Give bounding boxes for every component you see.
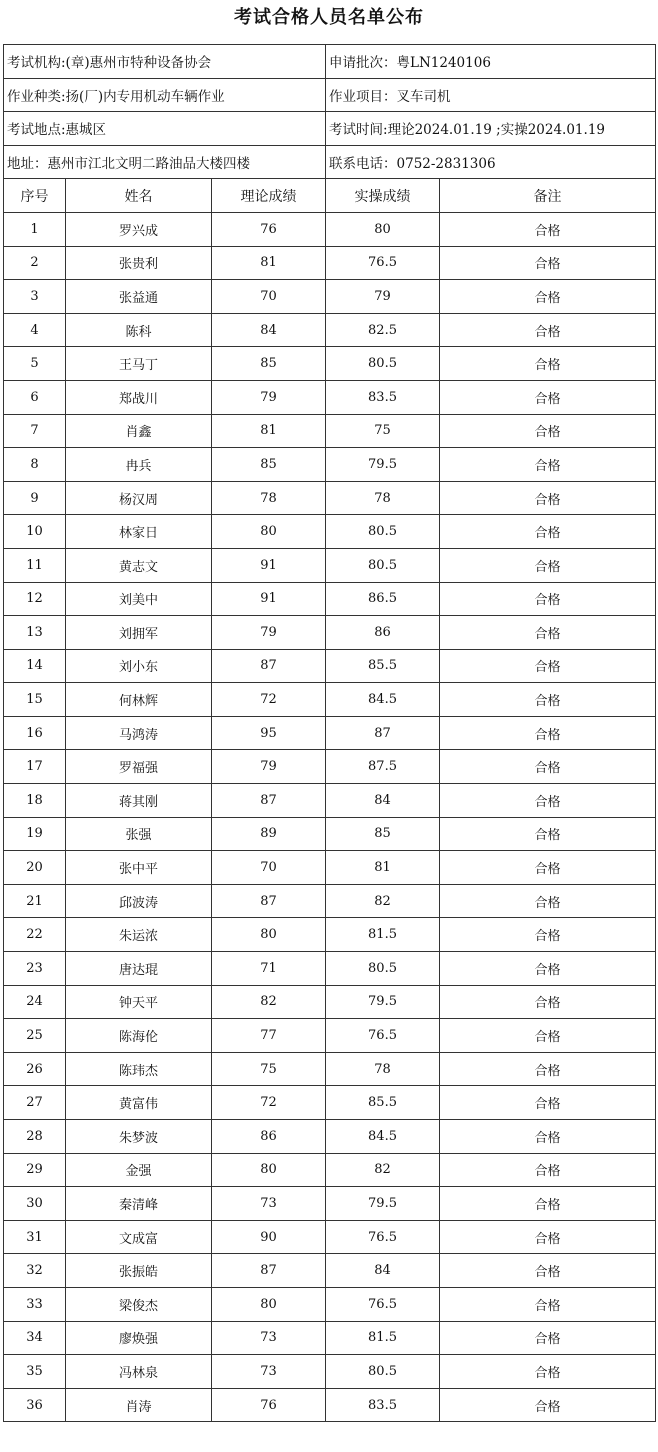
table-row	[4, 985, 656, 1019]
cell-practice: 80.5	[326, 548, 440, 582]
table-row	[4, 918, 656, 952]
cell-seq: 26	[4, 1052, 66, 1086]
cell-theory: 79	[212, 750, 326, 784]
cell-name: 马鸿涛	[66, 716, 212, 750]
cell-name: 何林辉	[66, 683, 212, 717]
cell-remark: 合格	[440, 683, 656, 717]
work-category: 作业种类:扬(厂)内专用机动车辆作业	[4, 78, 326, 112]
cell-practice: 76.5	[326, 1287, 440, 1321]
cell-theory: 85	[212, 347, 326, 381]
cell-theory: 90	[212, 1220, 326, 1254]
cell-seq: 36	[4, 1388, 66, 1422]
cell-practice: 85	[326, 817, 440, 851]
cell-practice: 86.5	[326, 582, 440, 616]
cell-theory: 75	[212, 1052, 326, 1086]
cell-practice: 80.5	[326, 515, 440, 549]
cell-theory: 80	[212, 918, 326, 952]
cell-practice: 81	[326, 851, 440, 885]
cell-seq: 1	[4, 212, 66, 246]
table-row	[4, 582, 656, 616]
cell-theory: 72	[212, 1086, 326, 1120]
table-row	[4, 1120, 656, 1154]
results-table	[3, 44, 656, 1422]
table-row	[4, 750, 656, 784]
cell-remark: 合格	[440, 246, 656, 280]
cell-theory: 80	[212, 515, 326, 549]
cell-name: 张贵利	[66, 246, 212, 280]
table-row	[4, 414, 656, 448]
cell-seq: 18	[4, 784, 66, 818]
cell-name: 罗兴成	[66, 212, 212, 246]
work-item: 作业项目：叉车司机	[326, 78, 656, 112]
cell-name: 林家日	[66, 515, 212, 549]
cell-theory: 76	[212, 212, 326, 246]
cell-seq: 6	[4, 380, 66, 414]
cell-practice: 82	[326, 1153, 440, 1187]
cell-theory: 87	[212, 784, 326, 818]
cell-theory: 73	[212, 1187, 326, 1221]
cell-theory: 80	[212, 1153, 326, 1187]
cell-practice: 80.5	[326, 1355, 440, 1389]
cell-theory: 85	[212, 448, 326, 482]
table-row	[4, 851, 656, 885]
cell-seq: 5	[4, 347, 66, 381]
table-row	[4, 649, 656, 683]
cell-seq: 19	[4, 817, 66, 851]
cell-theory: 89	[212, 817, 326, 851]
cell-remark: 合格	[440, 448, 656, 482]
cell-practice: 85.5	[326, 1086, 440, 1120]
address: 地址：惠州市江北文明二路油品大楼四楼	[4, 145, 326, 179]
cell-remark: 合格	[440, 414, 656, 448]
cell-seq: 15	[4, 683, 66, 717]
cell-theory: 79	[212, 380, 326, 414]
exam-time: 考试时间:理论2024.01.19 ;实操2024.01.19	[326, 112, 656, 146]
cell-theory: 80	[212, 1287, 326, 1321]
cell-remark: 合格	[440, 918, 656, 952]
table-row	[4, 1287, 656, 1321]
table-row	[4, 1086, 656, 1120]
cell-remark: 合格	[440, 1187, 656, 1221]
cell-remark: 合格	[440, 817, 656, 851]
cell-practice: 84	[326, 784, 440, 818]
table-row	[4, 380, 656, 414]
cell-name: 秦清峰	[66, 1187, 212, 1221]
table-row	[4, 683, 656, 717]
cell-remark: 合格	[440, 548, 656, 582]
cell-name: 刘小东	[66, 649, 212, 683]
cell-remark: 合格	[440, 582, 656, 616]
cell-remark: 合格	[440, 313, 656, 347]
results-table-body	[4, 45, 656, 1422]
contact-phone: 联系电话：0752-2831306	[326, 145, 656, 179]
cell-remark: 合格	[440, 1153, 656, 1187]
cell-practice: 79	[326, 280, 440, 314]
cell-practice: 87	[326, 716, 440, 750]
cell-remark: 合格	[440, 481, 656, 515]
table-row	[4, 1153, 656, 1187]
cell-theory: 81	[212, 246, 326, 280]
cell-remark: 合格	[440, 280, 656, 314]
cell-name: 金强	[66, 1153, 212, 1187]
cell-practice: 80.5	[326, 952, 440, 986]
cell-theory: 84	[212, 313, 326, 347]
cell-seq: 11	[4, 548, 66, 582]
cell-seq: 2	[4, 246, 66, 280]
cell-practice: 84.5	[326, 1120, 440, 1154]
cell-name: 张中平	[66, 851, 212, 885]
cell-seq: 9	[4, 481, 66, 515]
table-row	[4, 246, 656, 280]
table-row	[4, 784, 656, 818]
cell-practice: 79.5	[326, 1187, 440, 1221]
table-row	[4, 817, 656, 851]
cell-theory: 95	[212, 716, 326, 750]
cell-seq: 27	[4, 1086, 66, 1120]
cell-theory: 71	[212, 952, 326, 986]
cell-practice: 78	[326, 1052, 440, 1086]
cell-remark: 合格	[440, 784, 656, 818]
cell-name: 张强	[66, 817, 212, 851]
cell-remark: 合格	[440, 884, 656, 918]
cell-practice: 83.5	[326, 380, 440, 414]
cell-seq: 29	[4, 1153, 66, 1187]
header-row	[4, 179, 656, 213]
table-row	[4, 884, 656, 918]
cell-seq: 8	[4, 448, 66, 482]
cell-name: 邱波涛	[66, 884, 212, 918]
table-row	[4, 1321, 656, 1355]
cell-seq: 35	[4, 1355, 66, 1389]
cell-remark: 合格	[440, 952, 656, 986]
cell-theory: 87	[212, 1254, 326, 1288]
cell-seq: 21	[4, 884, 66, 918]
cell-remark: 合格	[440, 1287, 656, 1321]
cell-name: 文成富	[66, 1220, 212, 1254]
cell-name: 王马丁	[66, 347, 212, 381]
cell-remark: 合格	[440, 212, 656, 246]
cell-name: 杨汉周	[66, 481, 212, 515]
cell-name: 唐达琨	[66, 952, 212, 986]
cell-theory: 87	[212, 649, 326, 683]
cell-remark: 合格	[440, 1355, 656, 1389]
cell-seq: 14	[4, 649, 66, 683]
cell-name: 陈海伦	[66, 1019, 212, 1053]
cell-remark: 合格	[440, 1052, 656, 1086]
cell-practice: 82.5	[326, 313, 440, 347]
cell-seq: 10	[4, 515, 66, 549]
table-row	[4, 716, 656, 750]
cell-seq: 34	[4, 1321, 66, 1355]
table-row	[4, 1388, 656, 1422]
cell-seq: 24	[4, 985, 66, 1019]
cell-name: 郑战川	[66, 380, 212, 414]
exam-org: 考试机构:(章)惠州市特种设备协会	[4, 45, 326, 79]
cell-practice: 84.5	[326, 683, 440, 717]
cell-name: 廖焕强	[66, 1321, 212, 1355]
table-row	[4, 212, 656, 246]
cell-remark: 合格	[440, 347, 656, 381]
cell-practice: 85.5	[326, 649, 440, 683]
cell-remark: 合格	[440, 851, 656, 885]
exam-location: 考试地点:惠城区	[4, 112, 326, 146]
cell-name: 梁俊杰	[66, 1287, 212, 1321]
table-row	[4, 515, 656, 549]
cell-seq: 12	[4, 582, 66, 616]
cell-practice: 82	[326, 884, 440, 918]
cell-name: 罗福强	[66, 750, 212, 784]
cell-remark: 合格	[440, 750, 656, 784]
cell-practice: 76.5	[326, 246, 440, 280]
cell-theory: 77	[212, 1019, 326, 1053]
cell-remark: 合格	[440, 1120, 656, 1154]
column-header-practice: 实操成绩	[326, 179, 440, 213]
info-row	[4, 78, 656, 112]
cell-theory: 86	[212, 1120, 326, 1154]
cell-practice: 83.5	[326, 1388, 440, 1422]
cell-name: 刘美中	[66, 582, 212, 616]
table-row	[4, 448, 656, 482]
cell-name: 刘拥军	[66, 616, 212, 650]
cell-practice: 78	[326, 481, 440, 515]
table-row	[4, 952, 656, 986]
cell-seq: 16	[4, 716, 66, 750]
cell-remark: 合格	[440, 985, 656, 1019]
cell-theory: 79	[212, 616, 326, 650]
table-row	[4, 347, 656, 381]
cell-name: 黄富伟	[66, 1086, 212, 1120]
cell-theory: 70	[212, 851, 326, 885]
table-row	[4, 1019, 656, 1053]
cell-seq: 28	[4, 1120, 66, 1154]
cell-seq: 31	[4, 1220, 66, 1254]
cell-name: 陈玮杰	[66, 1052, 212, 1086]
cell-practice: 81.5	[326, 1321, 440, 1355]
cell-name: 朱运浓	[66, 918, 212, 952]
cell-seq: 33	[4, 1287, 66, 1321]
cell-seq: 25	[4, 1019, 66, 1053]
info-row	[4, 145, 656, 179]
cell-seq: 13	[4, 616, 66, 650]
cell-theory: 91	[212, 548, 326, 582]
cell-seq: 30	[4, 1187, 66, 1221]
cell-practice: 86	[326, 616, 440, 650]
cell-remark: 合格	[440, 1321, 656, 1355]
cell-remark: 合格	[440, 716, 656, 750]
cell-remark: 合格	[440, 1220, 656, 1254]
cell-theory: 91	[212, 582, 326, 616]
table-row	[4, 481, 656, 515]
cell-name: 张益通	[66, 280, 212, 314]
cell-name: 蒋其刚	[66, 784, 212, 818]
table-row	[4, 280, 656, 314]
cell-name: 肖涛	[66, 1388, 212, 1422]
cell-remark: 合格	[440, 515, 656, 549]
table-row	[4, 313, 656, 347]
column-header-seq: 序号	[4, 179, 66, 213]
cell-theory: 72	[212, 683, 326, 717]
cell-practice: 87.5	[326, 750, 440, 784]
cell-remark: 合格	[440, 1388, 656, 1422]
cell-name: 冉兵	[66, 448, 212, 482]
cell-remark: 合格	[440, 616, 656, 650]
cell-practice: 76.5	[326, 1220, 440, 1254]
cell-name: 陈科	[66, 313, 212, 347]
info-row	[4, 112, 656, 146]
cell-remark: 合格	[440, 1019, 656, 1053]
cell-practice: 81.5	[326, 918, 440, 952]
table-row	[4, 1187, 656, 1221]
cell-theory: 76	[212, 1388, 326, 1422]
exam-batch: 申请批次：粤LN1240106	[326, 45, 656, 79]
cell-name: 朱梦波	[66, 1120, 212, 1154]
cell-practice: 75	[326, 414, 440, 448]
cell-name: 钟天平	[66, 985, 212, 1019]
cell-theory: 82	[212, 985, 326, 1019]
cell-practice: 80.5	[326, 347, 440, 381]
cell-seq: 32	[4, 1254, 66, 1288]
cell-practice: 79.5	[326, 985, 440, 1019]
cell-seq: 4	[4, 313, 66, 347]
cell-theory: 70	[212, 280, 326, 314]
cell-seq: 20	[4, 851, 66, 885]
cell-remark: 合格	[440, 1086, 656, 1120]
cell-name: 黄志文	[66, 548, 212, 582]
column-header-name: 姓名	[66, 179, 212, 213]
cell-theory: 87	[212, 884, 326, 918]
info-row	[4, 45, 656, 79]
cell-theory: 78	[212, 481, 326, 515]
column-header-theory: 理论成绩	[212, 179, 326, 213]
cell-remark: 合格	[440, 649, 656, 683]
cell-seq: 17	[4, 750, 66, 784]
cell-remark: 合格	[440, 1254, 656, 1288]
cell-name: 张振皓	[66, 1254, 212, 1288]
cell-practice: 84	[326, 1254, 440, 1288]
cell-name: 肖鑫	[66, 414, 212, 448]
table-row	[4, 1355, 656, 1389]
page-title: 考试合格人员名单公布	[234, 7, 424, 28]
table-row	[4, 1220, 656, 1254]
cell-practice: 79.5	[326, 448, 440, 482]
cell-seq: 23	[4, 952, 66, 986]
cell-theory: 81	[212, 414, 326, 448]
table-row	[4, 1052, 656, 1086]
cell-theory: 73	[212, 1355, 326, 1389]
column-header-remark: 备注	[440, 179, 656, 213]
cell-name: 冯林泉	[66, 1355, 212, 1389]
table-row	[4, 616, 656, 650]
table-row	[4, 1254, 656, 1288]
cell-seq: 3	[4, 280, 66, 314]
cell-practice: 80	[326, 212, 440, 246]
cell-theory: 73	[212, 1321, 326, 1355]
cell-remark: 合格	[440, 380, 656, 414]
cell-seq: 7	[4, 414, 66, 448]
table-row	[4, 548, 656, 582]
cell-practice: 76.5	[326, 1019, 440, 1053]
cell-seq: 22	[4, 918, 66, 952]
